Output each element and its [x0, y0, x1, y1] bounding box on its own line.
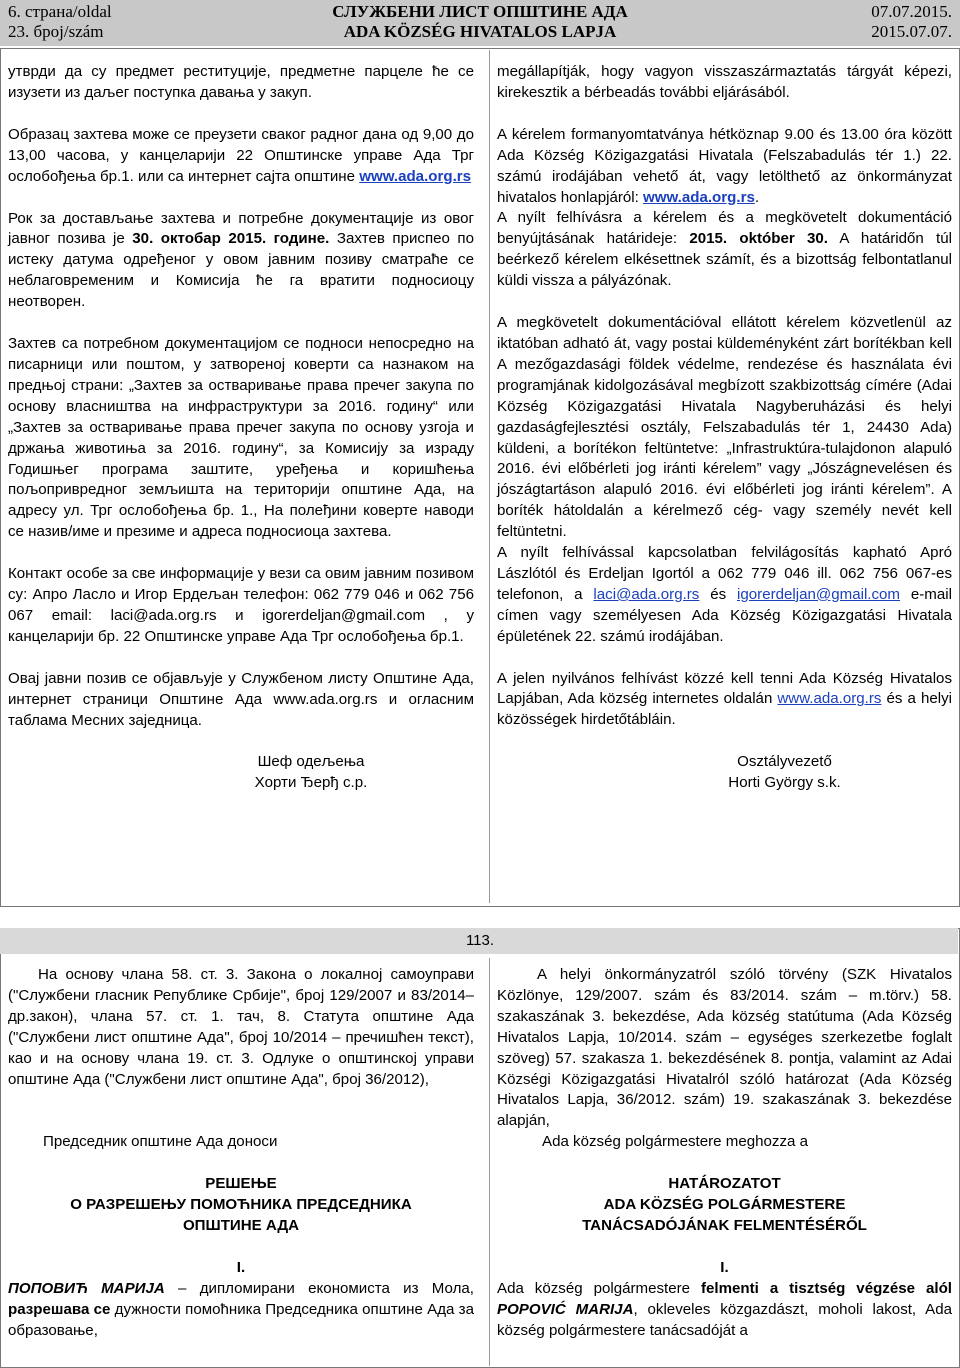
date-sr: 07.07.2015. — [871, 2, 952, 21]
sr2-preamble: На основу члана 58. ст. 3. Закона о локалној самоуправи ("Службени гласник Републике Србије", број 129/2007 и 83/2014–др.закон), члана 57. ст. 1. тач, 8. Статута општине Ада ("Службени лист општине Ада", број 10/2014 – пречишћен текст), као и на основу члана 19. ст. 3. Одлуке о општинској управи општине Ада ("Службени лист општине Ада", број 36/2012), — [8, 966, 474, 1088]
email-link-igor[interactable]: igorerdeljan@gmail.com — [737, 585, 901, 603]
document-number: 113. — [465, 932, 495, 949]
sr2-article-number: I. — [236, 1259, 246, 1277]
sr2-article-text: ПОПОВИЋ МАРИЈА – дипломирани економиста из Мола, разрешава се дужности помоћника Председника општине Ада за образовање, — [8, 1279, 474, 1339]
sr2-title-1: РЕШЕЊЕ — [205, 1175, 277, 1193]
hu-paragraph-5: A nyílt felhívással kapcsolatban felvilágosítás kapható Apró Lászlótól és Erdeljan Igortól a 062 779 046 ill. 062 756 067-es telefonon, a laci@ada.org.rs és igorerdeljan@gmail.com e-mail címen vagy személyesen Ada Község Közigazgatási Hivatala épületének 22. számú irodájában. — [497, 544, 952, 645]
sr2-title-3: ОПШТИНЕ АДА — [182, 1217, 300, 1235]
sr-paragraph-6: Овај јавни позив се објављује у Службеном листу Општине Ада, интернет страници Општине Ада www.ada.org.rs и огласним таблама Месних заједница. — [8, 669, 474, 729]
issue-number: 23. број/szám — [8, 22, 104, 41]
sr-deadline: 30. октобар 2015. године. — [132, 230, 330, 248]
email-link-laci[interactable]: laci@ada.org.rs — [593, 585, 700, 603]
date-hu: 2015.07.07. — [871, 22, 952, 41]
hu-deadline: 2015. október 30. — [689, 230, 828, 248]
sr-paragraph-5: Контакт особе за све информације у вези са овим јавним позивом су: Апро Ласло и Игор Ердељан телефон: 062 779 046 и 062 756 067 email: laci@ada.org.rs и igorerdeljan@gmail.com , у канцеларији бр. 22 Општинске управе Ада Трг ослобођења бр.1. — [8, 565, 474, 645]
column-divider-2 — [489, 958, 490, 1366]
hungarian-column-2 — [497, 965, 952, 1342]
hu2-article-text: Ada község polgármestere felmenti a tisztség végzése alól POPOVIĆ MARIJA, okleveles közgazdászt, moholi lakost, Ada község polgármestere tanácsadóját a — [497, 1279, 952, 1339]
hu2-title-2: ADA KÖZSÉG POLGÁRMESTERE — [603, 1196, 846, 1214]
sr-paragraph-2: Образац захтева може се преузети сваког радног дана од 9,00 до 13,00 часова, у канцеларији 22 Општинске управе Ада Трг ослобођења бр.1. или са интернет сајта општине www.ada.org.rs — [8, 125, 474, 185]
sr-signature-title: Шеф одељења — [257, 753, 365, 771]
serbian-column — [8, 62, 474, 794]
hu2-title-1: HATÁROZATOT — [668, 1175, 781, 1193]
hu-paragraph-2: A kérelem formanyomtatványa hétköznap 9.00 és 13.00 óra között Ada Község Közigazgatási Hivatala (Felszabadulás tér 1.) 22. számú irodájában vehető át, vagy letölthető az önkormányzat hivatalos honlapjáról: www.ada.org.rs. — [497, 125, 952, 206]
hu2-enactment: Ada község polgármestere meghozza a — [542, 1133, 808, 1151]
hu2-article-number: I. — [720, 1258, 729, 1276]
hu-paragraph-6: A jelen nyilvános felhívást közzé kell tenni Ada Község Hivatalos Lapjában, Ada község internetes oldalán www.ada.org.rs és a helyi közösségek hirdetőtábláin. — [497, 669, 952, 729]
sr-paragraph-1: утврди да су предмет реституције, предметне парцеле ће се изузети из даљег поступка давања у закуп. — [8, 63, 474, 101]
hu-paragraph-4: A megkövetelt dokumentációval ellátott kérelem közvetlenül az iktatóban adható át, vagy postai küldeményként zárt borítékban kell A mezőgazdasági földek védelme, rendezése és használata évi programjának kidolgozásával megbízott szakbizottság címére (Adai Község Közigazgatási Hivatala Nagyberuházási és helyi gazdaságfejlesztési osztály, Felszabadulás tér 1, 24430 Ada) küldeni, a borítékon feltüntetve: „Infrastruktúra-tulajdonon alapuló 2016. évi előbérleti jog iránti kérelem” vagy „Jószágnevelésen és jószágtartáson alapuló 2016. évi előbérleti jog iránti kérelem”. A boríték hátoldalán a kérelmező cég- vagy személy nevét kell feltüntetni. — [497, 314, 952, 541]
hu-website-link-2[interactable]: www.ada.org.rs — [777, 690, 882, 708]
hu-signature-title: Osztályvezető — [737, 753, 832, 771]
sr2-enactment: Председник општине Ада доноси — [43, 1133, 278, 1151]
page-number: 6. страна/oldal — [8, 2, 112, 21]
hu2-preamble: A helyi önkormányzatról szóló törvény (SZK Hivatalos Közlönye, 129/2007. szám és 83/2014. szám – m.törv.) 58. szakaszának 3. bekezdése, Ada község statútuma (Ada Község Hivatalos Lapja, 10/2014. szám – egységes szerkezetbe foglalt szöveg) 57. szakasza 1. bekezdésének 8. pontja, valamint az Adai Községi Közigazgatási Hivatalról szóló határozat (Ada Község Hivatalos Lapja, 36/2012. szám) 19. szakaszának 3. bekezdése alapján, — [497, 966, 952, 1130]
page-header — [0, 0, 960, 46]
column-divider — [489, 50, 490, 903]
hu-paragraph-1: megállapítják, hogy vagyon visszaszármaztatás tárgyát képezi, kirekesztik a bérbeadás további eljárásából. — [497, 63, 952, 101]
hu-website-link[interactable]: www.ada.org.rs — [643, 188, 755, 206]
sr2-title-2: О РАЗРЕШЕЊУ ПОМОЋНИКА ПРЕДСЕДНИКА — [70, 1196, 412, 1214]
sr-paragraph-3: Рок за достављање захтева и потребне документације из овог јавног позива је 30. октобар 2015. године. Захтев приспео по истеку датума одређеног у овом јавним позиву сматраће се неблаговременим и Комисија ће га вратити подносиоцу неотворен. — [8, 209, 475, 311]
gazette-title-sr: СЛУЖБЕНИ ЛИСТ ОПШТИНЕ АДА — [332, 2, 628, 21]
hungarian-column — [497, 62, 952, 794]
serbian-column-2 — [8, 965, 474, 1342]
sr-paragraph-4: Захтев са потребном документацијом се подноси непосредно на писарници или поштом, у затвореној коверти са назнаком на предњој страни: „Захтев за остваривање права пречег закупа по основу власништва на инфраструктури за 2016. годину“ или „Захтев за остваривање права пречег закупа по основу узгоја и држања животиња за 2016. годину“, за Комисију за израду Годишњег програма заштите, уређења и коришћења пољопривредног земљишта на територији општине Ада, на адресу ул. Трг ослобођења бр. 1., На полеђини коверте наводи се назив/име и презиме и адреса подносиоца захтева. — [8, 335, 474, 541]
hu-signature-name: Horti György s.k. — [728, 774, 841, 792]
website-link[interactable]: www.ada.org.rs — [359, 167, 472, 185]
hu2-title-3: TANÁCSADÓJÁNAK FELMENTÉSÉRŐL — [582, 1216, 867, 1234]
sr-signature-name: Хорти Ђерђ с.р. — [254, 774, 368, 792]
gazette-title-hu: ADA KÖZSÉG HIVATALOS LAPJA — [343, 22, 617, 41]
hu-paragraph-3: A nyílt felhívásra a kérelem és a megkövetelt dokumentáció benyújtásának határideje: 2015. október 30. A határidőn túl beérkező kérelem elkésettnek számít, és a bizottság felbontatlanul küldi vissza a pályázónak. — [497, 209, 952, 290]
